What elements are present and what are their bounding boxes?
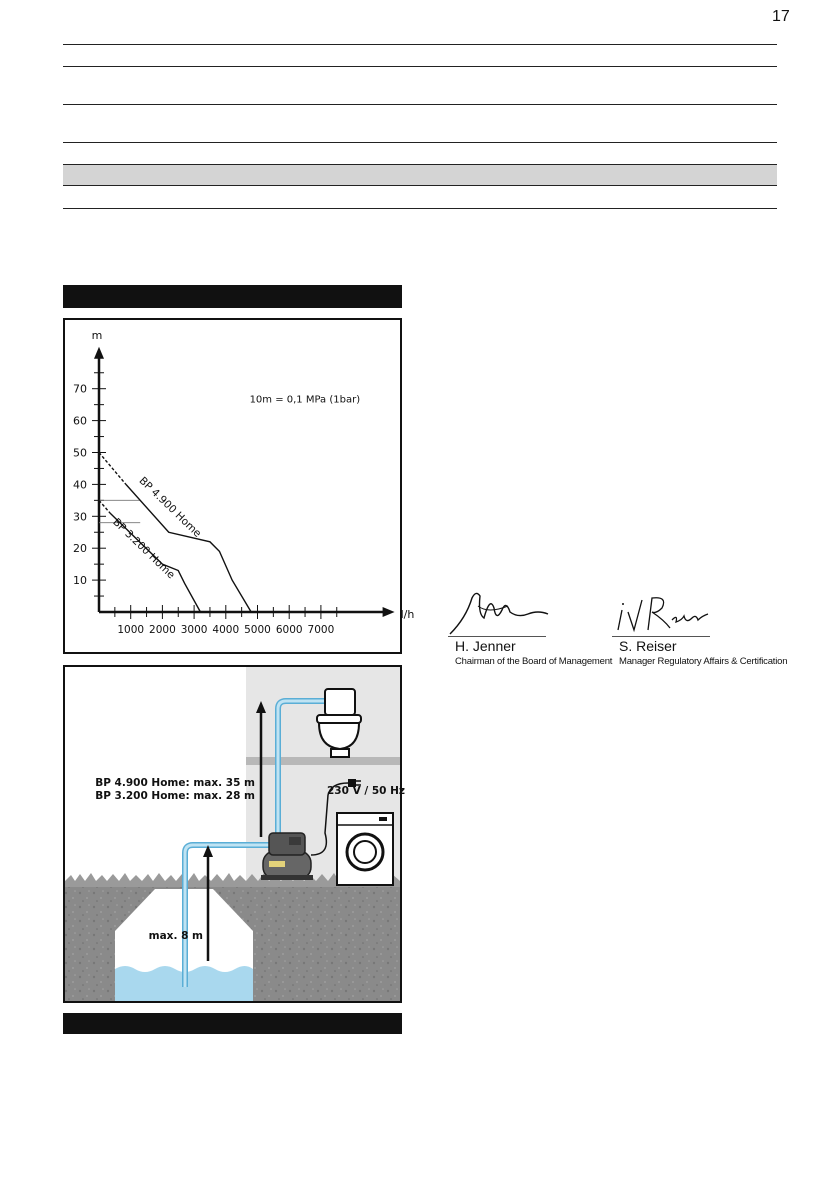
x-tick-label: 6000 [275, 624, 303, 636]
installation-diagram [63, 665, 406, 1003]
pump-icon [261, 833, 313, 880]
rule-4 [63, 142, 777, 143]
series-label-0: BP 4.900 Home [136, 474, 204, 540]
x-tick-label: 2000 [149, 624, 176, 636]
x-tick-label: 1000 [117, 624, 145, 636]
x-tick-label: 5000 [244, 624, 271, 636]
rule-3 [63, 104, 777, 105]
signature-jenner [448, 588, 553, 638]
bp3200-height-label: BP 3.200 Home: max. 28 m [95, 790, 255, 802]
series-label-1: BP 3.200 Home [110, 516, 178, 582]
y-tick-label: 30 [73, 510, 87, 524]
signature-line-jenner [448, 636, 546, 637]
y-tick-label: 20 [73, 542, 87, 556]
chart-frame [64, 319, 401, 653]
chart-svg [63, 318, 415, 654]
bp4900-height-label: BP 4.900 Home: max. 35 m [95, 777, 255, 789]
installation-svg [63, 665, 406, 1003]
signature-line-reiser [612, 636, 710, 637]
y-tick-label: 50 [73, 446, 87, 460]
pressure-annotation: 10m = 0,1 MPa (1bar) [249, 394, 361, 406]
y-tick-label: 10 [73, 574, 87, 588]
y-tick-label: 60 [73, 414, 87, 428]
washing-machine-icon [337, 813, 393, 885]
signer-role-jenner: Chairman of the Board of Management [455, 656, 613, 667]
rule-1 [63, 44, 777, 45]
y-tick-label: 70 [73, 382, 87, 396]
rule-2 [63, 66, 777, 67]
x-axis-label: l/h [400, 608, 415, 621]
signer-name-jenner: H. Jenner [455, 638, 516, 654]
signature-reiser-drawing [612, 590, 712, 638]
y-axis-label: m [91, 328, 103, 342]
section-footer-bar [63, 1013, 402, 1034]
pump-performance-chart [63, 318, 415, 654]
signature-jenner-drawing [448, 588, 553, 638]
floor-slab [246, 757, 400, 765]
x-tick-label: 3000 [180, 624, 208, 636]
page-number: 17 [772, 8, 790, 25]
suction-label: max. 8 m [148, 930, 203, 942]
y-tick-label: 40 [73, 478, 87, 492]
x-tick-label: 7000 [307, 624, 335, 636]
x-tick-label: 4000 [212, 624, 240, 636]
rule-5 [63, 208, 777, 209]
table-shaded-row [63, 164, 777, 186]
signer-role-reiser: Manager Regulatory Affairs & Certification [619, 656, 788, 667]
section-header-bar [63, 285, 402, 308]
signer-name-reiser: S. Reiser [619, 638, 677, 654]
signature-reiser [612, 590, 712, 638]
power-label: 230 V / 50 Hz [327, 785, 406, 797]
